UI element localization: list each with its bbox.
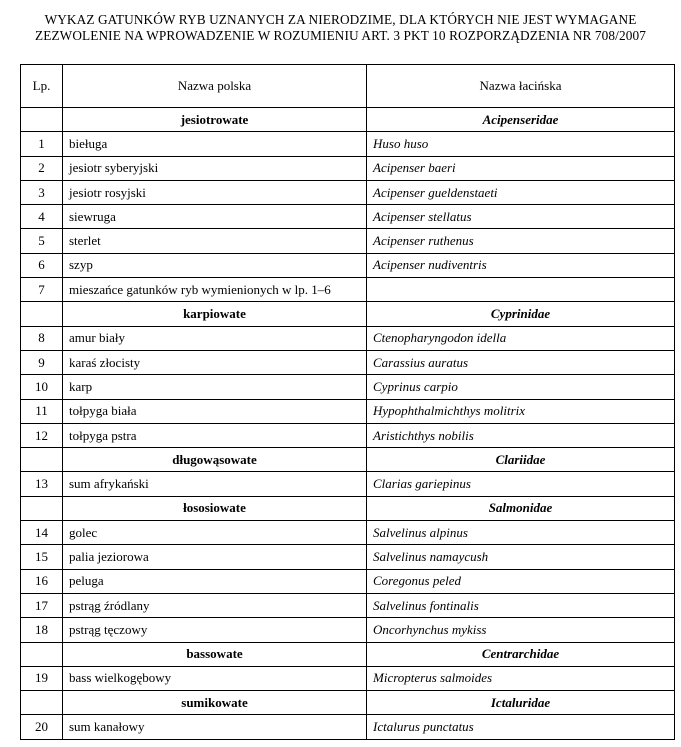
header-polish-name: Nazwa polska [63,65,367,108]
cell-lp: 12 [21,423,63,447]
header-latin-name: Nazwa łacińska [367,65,675,108]
cell-polish-name: szyp [63,253,367,277]
table-row [21,472,675,496]
table-row [21,229,675,253]
table-row [21,521,675,545]
cell-lp: 20 [21,715,63,739]
family-group-row [21,108,675,132]
table-row [21,715,675,739]
cell-latin-name: Ictalurus punctatus [367,715,675,739]
cell-lp: 3 [21,180,63,204]
cell-latin-name: Acipenser stellatus [367,205,675,229]
title-line-1: WYKAZ GATUNKÓW RYB UZNANYCH ZA NIERODZIME, DLA KTÓRYCH NIE JEST WYMAGANE [44,12,637,27]
cell-lp: 10 [21,375,63,399]
cell-lp: 7 [21,278,63,302]
cell-latin-name: Clarias gariepinus [367,472,675,496]
cell-polish-name: tołpyga biała [63,399,367,423]
header-lp: Lp. [21,65,63,108]
cell-lp: 13 [21,472,63,496]
cell-latin-name: Acipenser gueldenstaeti [367,180,675,204]
cell-latin-name: Carassius auratus [367,350,675,374]
cell-family-polish: jesiotrowate [63,108,367,132]
cell-latin-name: Salvelinus alpinus [367,521,675,545]
cell-lp: 9 [21,350,63,374]
table-row [21,350,675,374]
cell-lp [21,448,63,472]
cell-latin-name: Coregonus peled [367,569,675,593]
table-row [21,618,675,642]
family-group-row [21,448,675,472]
document-title [0,12,681,44]
cell-family-polish: bassowate [63,642,367,666]
table-row [21,375,675,399]
table-row [21,399,675,423]
cell-lp: 8 [21,326,63,350]
cell-family-polish: długowąsowate [63,448,367,472]
table-row [21,132,675,156]
cell-lp: 16 [21,569,63,593]
cell-polish-name: mieszańce gatunków ryb wymienionych w lp. 1–6 [63,278,367,302]
cell-polish-name: sum afrykański [63,472,367,496]
cell-family-latin: Clariidae [367,448,675,472]
cell-latin-name: Huso huso [367,132,675,156]
cell-polish-name: bieługa [63,132,367,156]
cell-lp: 19 [21,666,63,690]
cell-latin-name: Acipenser ruthenus [367,229,675,253]
cell-lp [21,108,63,132]
table-row [21,326,675,350]
cell-polish-name: amur biały [63,326,367,350]
cell-lp: 5 [21,229,63,253]
table-row [21,156,675,180]
cell-latin-name: Ctenopharyngodon idella [367,326,675,350]
cell-lp: 1 [21,132,63,156]
cell-family-latin: Salmonidae [367,496,675,520]
cell-family-polish: karpiowate [63,302,367,326]
table-row [21,253,675,277]
cell-lp: 18 [21,618,63,642]
cell-family-polish: sumikowate [63,691,367,715]
cell-lp [21,691,63,715]
table-row [21,423,675,447]
cell-lp: 11 [21,399,63,423]
cell-polish-name: pstrąg tęczowy [63,618,367,642]
cell-latin-name: Hypophthalmichthys molitrix [367,399,675,423]
cell-polish-name: siewruga [63,205,367,229]
cell-lp [21,496,63,520]
cell-lp: 2 [21,156,63,180]
cell-family-latin: Centrarchidae [367,642,675,666]
cell-lp: 14 [21,521,63,545]
cell-lp: 17 [21,593,63,617]
cell-polish-name: jesiotr rosyjski [63,180,367,204]
cell-lp: 15 [21,545,63,569]
table-row [21,205,675,229]
cell-lp: 6 [21,253,63,277]
table-row [21,278,675,302]
cell-polish-name: tołpyga pstra [63,423,367,447]
table-row [21,545,675,569]
cell-polish-name: palia jeziorowa [63,545,367,569]
table-row [21,593,675,617]
cell-family-polish: łososiowate [63,496,367,520]
cell-lp: 4 [21,205,63,229]
cell-lp [21,642,63,666]
table-row [21,666,675,690]
cell-latin-name: Acipenser baeri [367,156,675,180]
cell-latin-name: Micropterus salmoides [367,666,675,690]
cell-latin-name: Oncorhynchus mykiss [367,618,675,642]
species-table [20,64,675,740]
cell-latin-name: Acipenser nudiventris [367,253,675,277]
table-row [21,569,675,593]
table-header-row [21,65,675,108]
title-line-2: ZEZWOLENIE NA WPROWADZENIE W ROZUMIENIU ART. 3 PKT 10 ROZPORZĄDZENIA NR 708/2007 [35,28,646,43]
cell-latin-name: Salvelinus fontinalis [367,593,675,617]
family-group-row [21,691,675,715]
cell-latin-name: Cyprinus carpio [367,375,675,399]
cell-latin-name: Salvelinus namaycush [367,545,675,569]
cell-polish-name: karp [63,375,367,399]
cell-polish-name: jesiotr syberyjski [63,156,367,180]
cell-polish-name: bass wielkogębowy [63,666,367,690]
table-row [21,180,675,204]
family-group-row [21,496,675,520]
family-group-row [21,642,675,666]
cell-latin-name: Aristichthys nobilis [367,423,675,447]
cell-family-latin: Acipenseridae [367,108,675,132]
family-group-row [21,302,675,326]
cell-polish-name: karaś złocisty [63,350,367,374]
cell-polish-name: pstrąg źródlany [63,593,367,617]
cell-polish-name: peluga [63,569,367,593]
cell-polish-name: sterlet [63,229,367,253]
cell-polish-name: golec [63,521,367,545]
cell-lp [21,302,63,326]
cell-family-latin: Cyprinidae [367,302,675,326]
cell-polish-name: sum kanałowy [63,715,367,739]
cell-family-latin: Ictaluridae [367,691,675,715]
cell-latin-name [367,278,675,302]
